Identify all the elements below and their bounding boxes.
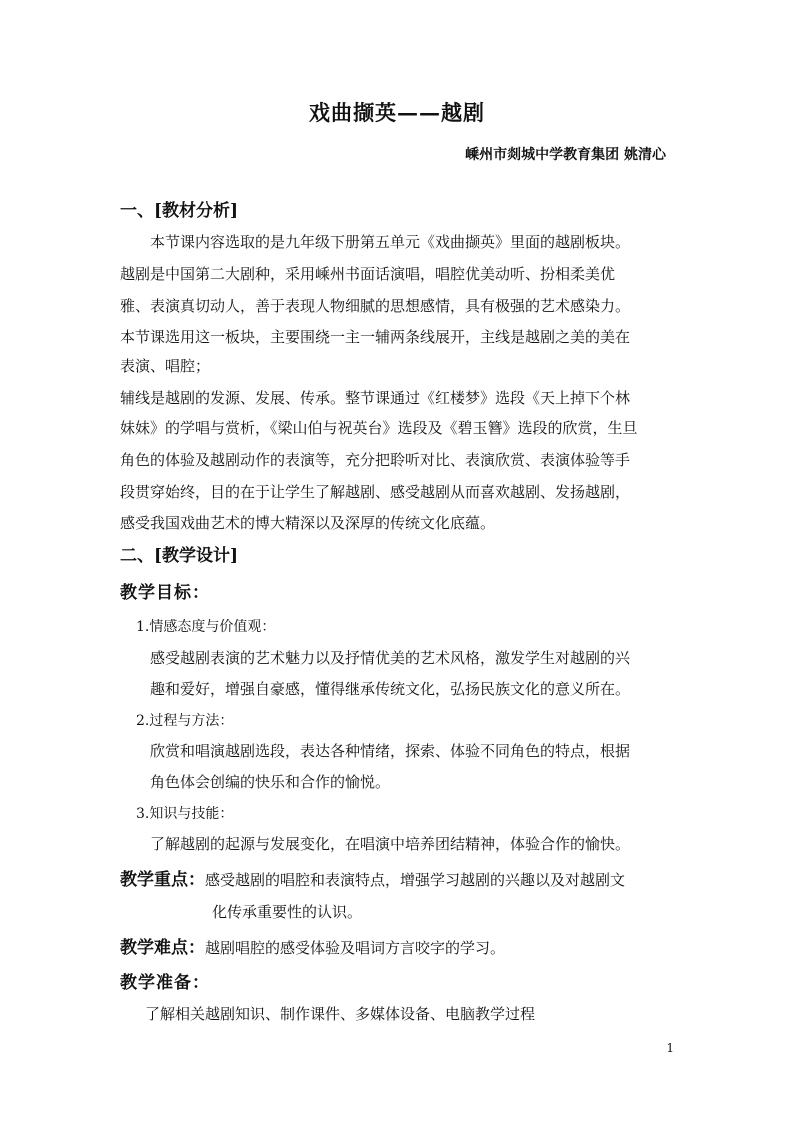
analysis-line: 本节课选用这一板块，主要围绕一主一辅两条线展开，主线是越剧之美的美在: [120, 328, 631, 346]
key-point-row: [120, 865, 625, 890]
prep-heading: 教学准备：: [120, 973, 210, 993]
prep-text: 了解相关越剧知识、制作课件、多媒体设备、电脑教学过程: [145, 1005, 536, 1023]
analysis-line: 感受我国戏曲艺术的博大精深以及深厚的传统文化底蕴。: [120, 514, 496, 532]
key-point-continuation: 化传承重要性的认识。: [212, 903, 363, 921]
analysis-line: 辅线是越剧的发源、发展、传承。整节课通过《红楼梦》选段《天上掉下个林: [120, 389, 631, 407]
analysis-line: 雅、表演真切动人，善于表现人物细腻的思想感情，具有极强的艺术感染力。: [120, 297, 631, 315]
analysis-line: 表演、唱腔；: [120, 357, 211, 375]
analysis-line: 角色的体验及越剧动作的表演等，充分把聆听对比、表演欣赏、表演体验等手: [120, 451, 631, 469]
difficulty-label: 教学难点：: [120, 938, 205, 958]
goal-line: 感受越剧表演的艺术魅力以及抒情优美的艺术风格，激发学生对越剧的兴: [150, 649, 631, 667]
goal-label-knowledge: 3.知识与技能：: [136, 806, 234, 822]
difficulty-row: [120, 933, 505, 958]
analysis-line: 妹妹》的学唱与赏析，《梁山伯与祝英台》选段及《碧玉簪》选段的欣赏，生旦: [120, 419, 638, 437]
key-point-text: 感受越剧的唱腔和表演特点，增强学习越剧的兴趣以及对越剧文: [205, 871, 626, 889]
page-number: 1: [666, 1041, 674, 1055]
section-heading-design: 二、[教学设计]: [120, 546, 239, 566]
goal-line: 了解越剧的起源与发展变化，在唱演中培养团结精神，体验合作的愉快。: [150, 835, 631, 853]
section-heading-analysis: 一、[教材分析]: [120, 201, 239, 221]
analysis-line: 越剧是中国第二大剧种，采用嵊州书面话演唱，唱腔优美动听、扮相柔美优: [120, 265, 616, 283]
goal-line: 角色体会创编的快乐和合作的愉悦。: [150, 773, 391, 791]
document-title: 戏曲撷英——越剧: [309, 100, 485, 125]
analysis-line: 段贯穿始终，目的在于让学生了解越剧、感受越剧从而喜欢越剧、发扬越剧，: [120, 483, 631, 501]
goal-line: 欣赏和唱演越剧选段，表达各种情绪，探索、体验不同角色的特点，根据: [150, 742, 631, 760]
goal-line: 趣和爱好，增强自豪感，懂得继承传统文化，弘扬民族文化的意义所在。: [150, 680, 631, 698]
difficulty-text: 越剧唱腔的感受体验及唱词方言咬字的学习。: [205, 939, 506, 957]
goal-label-process: 2.过程与方法：: [136, 713, 234, 729]
goals-heading: 教学目标：: [120, 583, 210, 603]
analysis-line: 本节课内容选取的是九年级下册第五单元《戏曲撷英》里面的越剧板块。: [150, 233, 631, 251]
goal-label-emotion: 1.情感态度与价值观：: [136, 619, 276, 635]
author-line: 嵊州市剡城中学教育集团 姚清心: [465, 147, 666, 163]
key-point-label: 教学重点：: [120, 870, 205, 890]
